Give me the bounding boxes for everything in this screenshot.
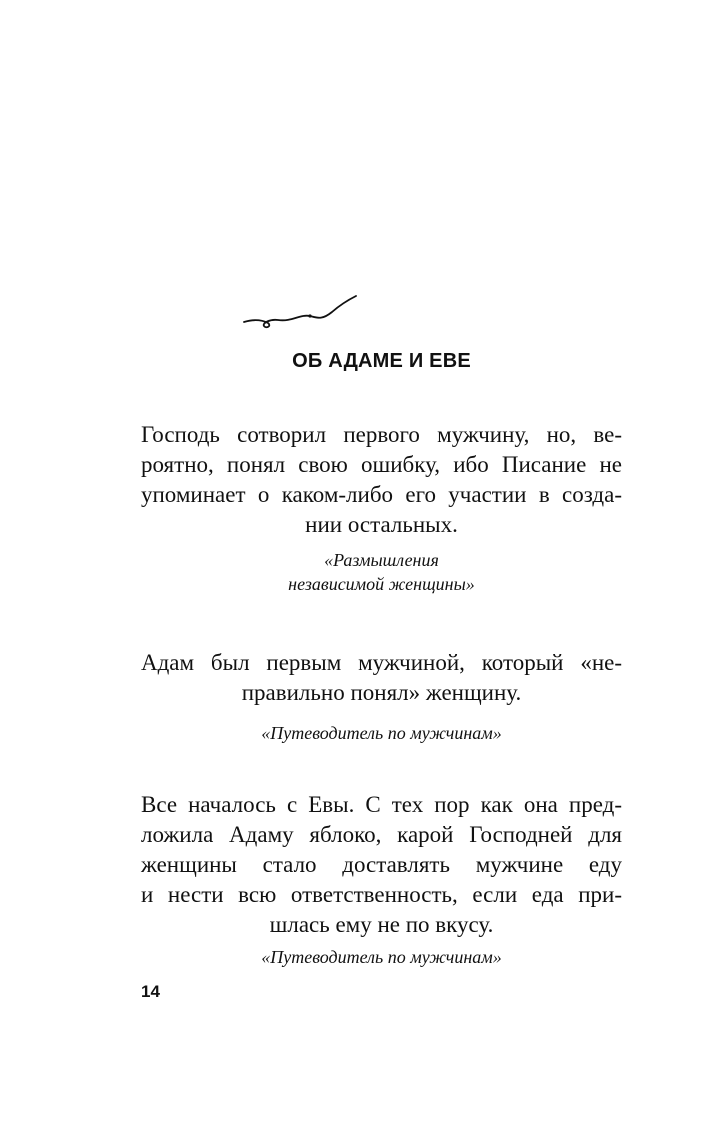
quote-line: Адам был первым мужчиной, который «не- <box>141 650 622 675</box>
page-number: 14 <box>141 982 160 1001</box>
source-line: «Размышления <box>324 550 439 570</box>
source-line: «Путеводитель по мужчинам» <box>261 723 502 743</box>
quote-source-3 <box>141 945 622 969</box>
quote-source-1 <box>141 548 622 596</box>
quote-text-3 <box>141 790 622 940</box>
quote-line: нии остальных. <box>305 512 458 537</box>
quote-line: Господь сотворил первого мужчину, но, ве- <box>141 422 622 447</box>
quote-text-2 <box>141 648 622 708</box>
quote-line: ложила Адаму яблоко, карой Господней для <box>141 822 622 847</box>
source-line: «Путеводитель по мужчинам» <box>261 947 502 967</box>
quote-line: и нести всю ответственность, если еда при- <box>141 882 622 907</box>
source-line: независимой женщины» <box>288 574 475 594</box>
chapter-title: ОБ АДАМЕ И ЕВЕ <box>292 350 471 372</box>
quote-line: Все началось с Евы. С тех пор как она пред- <box>141 792 622 817</box>
quote-source-2 <box>141 721 622 745</box>
quote-line: правильно понял» женщину. <box>241 680 522 705</box>
flourish-icon <box>240 292 360 332</box>
quote-line: роятно, понял свою ошибку, ибо Писание не <box>141 452 622 477</box>
quote-line: упоминает о каком-либо его участии в созда- <box>141 482 622 507</box>
quote-line: шлась ему не по вкусу. <box>269 912 494 937</box>
quote-text-1 <box>141 420 622 540</box>
quote-line: женщины стало доставлять мужчине еду <box>141 852 622 877</box>
